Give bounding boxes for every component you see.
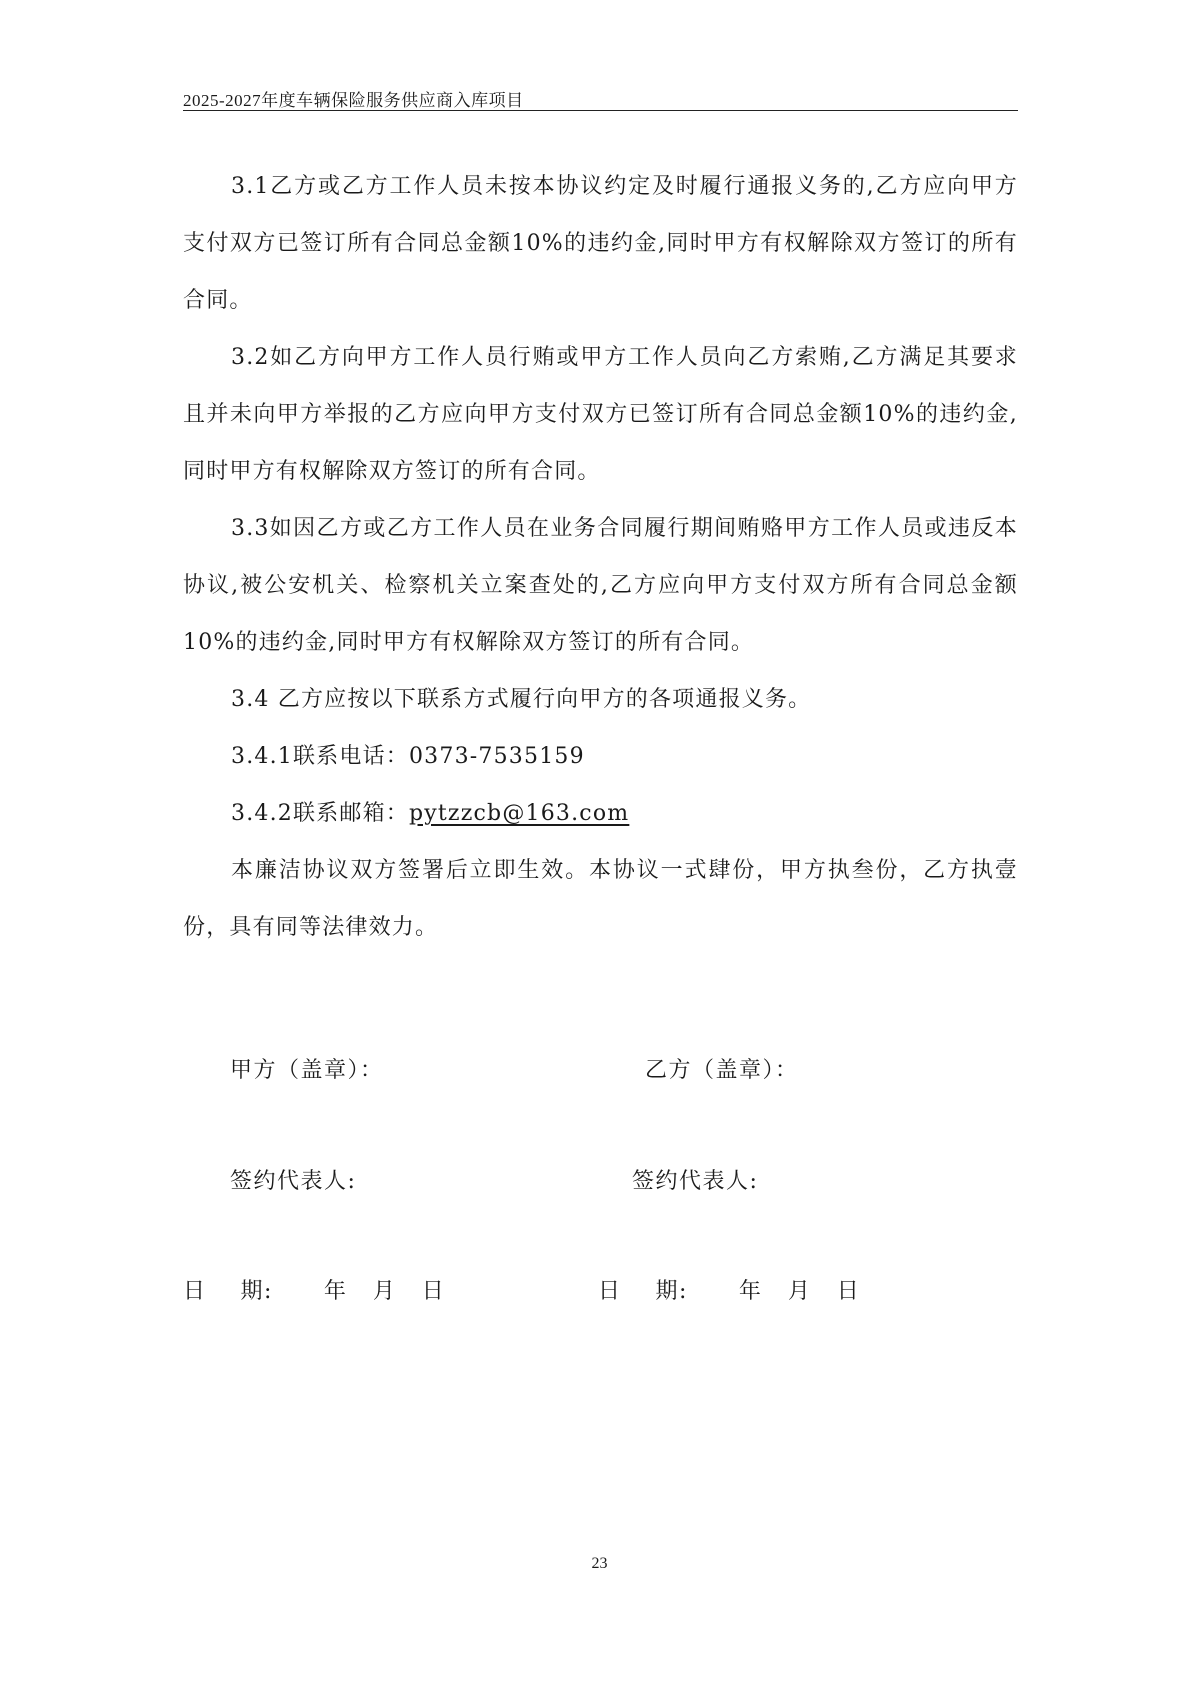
page-number: 23 (591, 1555, 608, 1572)
phone-label: 3.4.1联系电话： (231, 744, 409, 769)
party-b-representative: 签约代表人: (632, 1169, 759, 1194)
party-b-date: 日 期: 年 月 日 (598, 1279, 861, 1304)
clause-3-4: 3.4 乙方应按以下联系方式履行向甲方的各项通报义务。 (231, 687, 812, 712)
clause-3-3: 3.3如因乙方或乙方工作人员在业务合同履行期间贿赂甲方工作人员或违反本协议,被公安机关、检察机关立案查处的,乙方应向甲方支付双方所有合同总金额10%的违约金,同时甲方有权解除双方签订的所有合同。 (183, 516, 1018, 655)
agreement-body (183, 158, 1018, 956)
party-b-seal: 乙方（盖章）： (645, 1058, 799, 1083)
party-a-seal: 甲方（盖章）： (230, 1058, 384, 1083)
email-label: 3.4.2联系邮箱： (231, 801, 409, 826)
clause-3-1: 3.1乙方或乙方工作人员未按本协议约定及时履行通报义务的,乙方应向甲方支付双方已签订所有合同总金额10%的违约金,同时甲方有权解除双方签订的所有合同。 (183, 174, 1018, 313)
email-link[interactable]: pytzzcb@163.com (408, 801, 630, 826)
party-a-date: 日 期: 年 月 日 (183, 1279, 446, 1304)
header-title: 2025-2027年度车辆保险服务供应商入库项目 (183, 91, 524, 110)
clause-3-4-2 (183, 785, 1018, 842)
clause-3-2: 3.2如乙方向甲方工作人员行贿或甲方工作人员向乙方索贿,乙方满足其要求且并未向甲方举报的乙方应向甲方支付双方已签订所有合同总金额10%的违约金,同时甲方有权解除双方签订的所有合同。 (183, 345, 1018, 484)
effect-statement: 本廉洁协议双方签署后立即生效。本协议一式肆份，甲方执叁份，乙方执壹份，具有同等法律效力。 (183, 858, 1018, 940)
header-rule (183, 110, 1018, 111)
phone-number: 0373-7535159 (408, 744, 585, 769)
party-a-representative: 签约代表人: (230, 1169, 357, 1194)
clause-3-4-1 (183, 728, 1018, 785)
